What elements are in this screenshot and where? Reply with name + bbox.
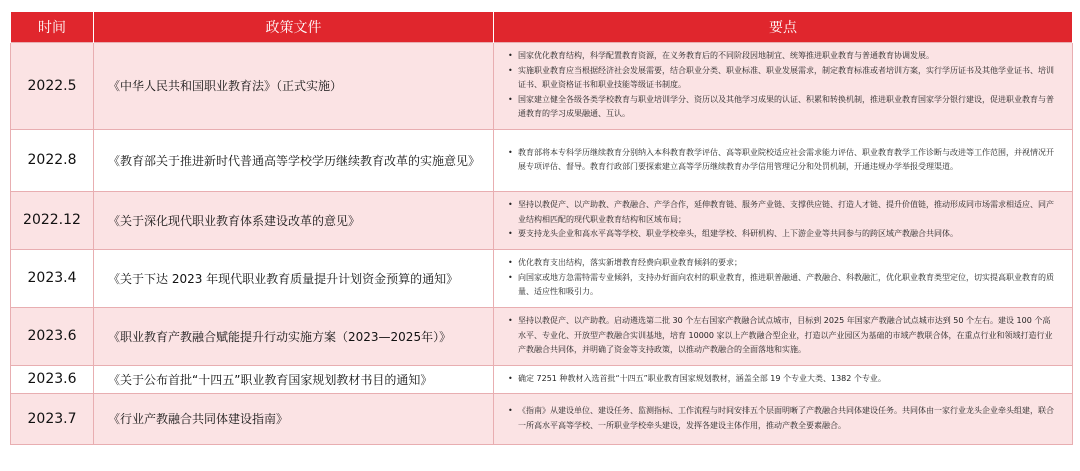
list-item: • 优化教育支出结构，落实新增教育经费向职业教育倾斜的要求；: [508, 256, 1058, 271]
list-item: • 坚持以教促产、以产助教、产教融合、产学合作，延伸教育链、服务产业链、支撑供应链、打造人才链、提升价值链，推动形成同市场需求相适应、同产业结构相匹配的现代职业教育结构和区域布局；: [508, 198, 1058, 227]
header-doc: 政策文件: [94, 12, 494, 42]
list-item: • 《指南》从建设单位、建设任务、监测指标、工作流程与时间安排五个层面明晰了产教融合共同体建设任务。共同体由一家行业龙头企业牵头组建，联合一所高水平高等学校、一所职业学校牵头建设，发挥各建设主体作用，推动产教全要素融合。: [508, 404, 1058, 433]
list-item: • 国家优化教育结构，科学配置教育资源，在义务教育后的不同阶段因地制宜、统筹推进职业教育与普通教育协调发展。: [508, 49, 1058, 64]
row-time: 2023.6: [11, 365, 94, 393]
list-item: • 实施职业教育应当根据经济社会发展需要，结合职业分类、职业标准、职业发展需求，制定教育标准或者培训方案，实行学历证书及其他学业证书、培训证书、职业资格证书和职业技能等级证书制度。: [508, 64, 1058, 93]
row-points: [494, 129, 1073, 191]
row-points: [494, 307, 1073, 365]
row-time: 2023.7: [11, 393, 94, 444]
table-row: [11, 129, 1073, 191]
list-item: • 确定 7251 种教材入选首批“十四五”职业教育国家规划教材，涵盖全部 19 个专业大类、1382 个专业。: [508, 372, 1058, 387]
row-doc: 《中华人民共和国职业教育法》（正式实施）: [94, 42, 494, 129]
row-time: 2023.6: [11, 307, 94, 365]
row-doc: 《教育部关于推进新时代普通高等学校学历继续教育改革的实施意见》: [94, 129, 494, 191]
row-points: [494, 42, 1073, 129]
row-doc: 《关于深化现代职业教育体系建设改革的意见》: [94, 191, 494, 249]
policy-table-container: [10, 12, 1072, 445]
table-row: [11, 365, 1073, 393]
table-row: [11, 249, 1073, 307]
list-item: • 国家建立健全各级各类学校教育与职业培训学分、资历以及其他学习成果的认证、积累和转换机制，推进职业教育国家学分银行建设，促进职业教育与普通教育的学习成果融通、互认。: [508, 93, 1058, 122]
table-row: [11, 307, 1073, 365]
list-item: • 坚持以教促产、以产助教。启动遴选第二批 30 个左右国家产教融合试点城市，目标到 2025 年国家产教融合试点城市达到 50 个左右。建设 100 个高水平、专业化、开放型产教融合实训基地，培育 10000 家以上产教融合型企业，打造以产业园区为基础的市域产教联合体，在重点行业和领域打造行业产教融合共同体，并明确了资金等支持政策，以推动产教融合的全面落地和实施。: [508, 314, 1058, 358]
header-time: 时间: [11, 12, 94, 42]
row-time: 2023.4: [11, 249, 94, 307]
table-row: [11, 191, 1073, 249]
row-points: [494, 249, 1073, 307]
row-doc: 《关于下达 2023 年现代职业教育质量提升计划资金预算的通知》: [94, 249, 494, 307]
row-time: 2022.12: [11, 191, 94, 249]
list-item: • 要支持龙头企业和高水平高等学校、职业学校牵头，组建学校、科研机构、上下游企业等共同参与的跨区域产教融合共同体。: [508, 227, 1058, 242]
list-item: • 向国家或地方急需特需专业倾斜，支持办好面向农村的职业教育，推进职普融通、产教融合、科教融汇，优化职业教育类型定位，切实提高职业教育的质量、适应性和吸引力。: [508, 271, 1058, 300]
policy-table: [10, 12, 1073, 445]
table-row: [11, 42, 1073, 129]
header-points: 要点: [494, 12, 1073, 42]
list-item: • 教育部将本专科学历继续教育分别纳入本科教育教学评估、高等职业院校适应社会需求能力评估、职业教育教学工作诊断与改进等工作范围，并视情况开展专项评估、督导。教育行政部门要探索建立高等学历继续教育办学信用管理记分和处罚机制，开通违规办学举报受理渠道。: [508, 146, 1058, 175]
row-doc: 《关于公布首批“十四五”职业教育国家规划教材书目的通知》: [94, 365, 494, 393]
row-doc: 《职业教育产教融合赋能提升行动实施方案（2023—2025年）》: [94, 307, 494, 365]
table-header-row: [11, 12, 1073, 42]
row-points: [494, 393, 1073, 444]
row-points: [494, 365, 1073, 393]
row-doc: 《行业产教融合共同体建设指南》: [94, 393, 494, 444]
table-row: [11, 393, 1073, 444]
row-time: 2022.8: [11, 129, 94, 191]
row-points: [494, 191, 1073, 249]
row-time: 2022.5: [11, 42, 94, 129]
